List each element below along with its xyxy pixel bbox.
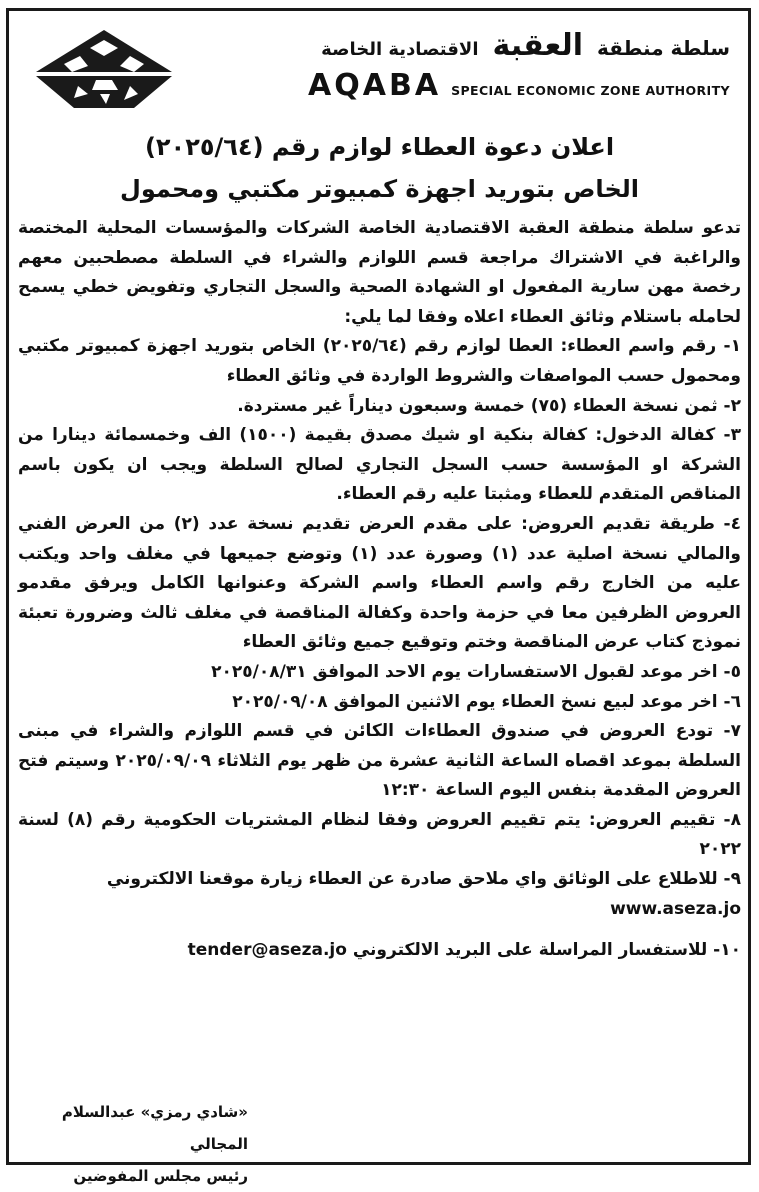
brand-ar-aqaba: العقبة: [492, 28, 584, 63]
item-3: ٣- كفالة الدخول: كفالة بنكية او شيك مصدق بقيمة (١٥٠٠) الف وخمسمائة دينارا من الشركة او المؤسسة حسب السجل التجاري لصالح السلطة ويجب ان يكون باسم المناقص المتقدم للعطاء ومثبتا عليه رقم العطاء.: [18, 425, 742, 505]
brand-en-aqaba: AQABA: [308, 68, 442, 103]
item-6: ٦- اخر موعد لبيع نسخ العطاء يوم الاثنين الموافق ٢٠٢٥/٠٩/٠٨: [232, 691, 741, 712]
title-line-2: الخاص بتوريد اجهزة كمبيوتر مكتبي ومحمول: [120, 175, 639, 203]
item-2: ٢- ثمن نسخة العطاء (٧٥) خمسة وسبعون ديناراً غير مستردة.: [237, 395, 741, 416]
item-8: ٨- تقييم العروض: يتم تقييم العروض وفقا لنظام المشتريات الحكومية رقم (٨) لسنة ٢٠٢٢: [18, 809, 742, 860]
spacer: [18, 924, 741, 936]
brand-arabic-row: [210, 28, 730, 68]
item-1: ١- رقم واسم العطاء: العطا لوازم رقم (٢٠٢٥/٦٤) الخاص بتوريد اجهزة كمبيوتر مكتبي ومحمول حسب المواصفات والشروط الواردة في وثائق العطاء: [18, 336, 741, 386]
item-10: [18, 936, 741, 966]
brand-block: [210, 28, 730, 108]
signatory-name: «شادي رمزي» عبدالسلام المجالي: [61, 1103, 248, 1153]
item-5: ٥- اخر موعد لقبول الاستفسارات يوم الاحد الموافق ٢٠٢٥/٠٨/٣١: [211, 661, 741, 682]
item-9: ٩- للاطلاع على الوثائق واي ملاحق صادرة عن العطاء زيارة موقعنا الالكتروني: [106, 869, 741, 890]
email-link[interactable]: tender@aseza.jo: [187, 940, 347, 961]
item-10-text: ١٠- للاستفسار المراسلة على البريد الالكتروني: [352, 940, 741, 961]
title-line-1: اعلان دعوة العطاء لوازم رقم (٢٠٢٥/٦٤): [144, 133, 615, 161]
brand-ar-zone: الاقتصادية الخاصة: [321, 39, 479, 60]
announcement-body: [18, 214, 741, 966]
intro-paragraph: تدعو سلطة منطقة العقبة الاقتصادية الخاصة الشركات والمؤسسات المحلية المختصة والراغبة في الاشتراك مراجعة قسم اللوازم والشراء في السلطة مصطحبين معهم رخصة مهن سارية المفعول او الشهادة الصحية والسجل التجاري وتفويض خطي يسمح لحامله باستلام وثائق العطاء اعلاه وفقا لما يلي:: [18, 218, 741, 327]
header: [20, 22, 730, 114]
announcement-title: [20, 126, 739, 210]
brand-ar-authority: سلطة منطقة: [597, 36, 730, 60]
brand-en-zone: SPECIAL ECONOMIC ZONE AUTHORITY: [451, 83, 730, 98]
brand-english-row: [210, 68, 730, 103]
item-7: ٧- تودع العروض في صندوق العطاءات الكائن في قسم اللوازم والشراء في مبنى السلطة بموعد اقصاه الساعة الثانية عشرة من ظهر يوم الثلاثاء ٢٠٢٥/٠٩/٠٩ وسيتم فتح العروض المقدمة بنفس اليوم الساعة ١٢:٣٠: [18, 721, 741, 801]
website-line: [18, 895, 741, 925]
website-link[interactable]: www.aseza.jo: [610, 898, 741, 919]
signature-inner: [18, 1096, 248, 1192]
aqaba-logo-icon: [34, 28, 174, 110]
signatory-position: رئيس مجلس المفوضين: [73, 1167, 248, 1185]
item-4: ٤- طريقة تقديم العروض: على مقدم العرض تقديم نسخة عدد (٢) من العرض الفني والمالي نسخة اصلية عدد (١) وصورة عدد (١) وتوضع جميعها في مغلف واحد ويكتب عليه من الخارج رقم واسم العطاء واسم الشركة وعنوانها الكامل ويرفق مقدمو العروض الظرفين معا في حزمة واحدة وكفالة المناقصة في مغلف ثالث وضرورة تعبئة نموذج كتاب عرض المناقصة وختم وتوقيع جميع وثائق العطاء: [18, 513, 742, 653]
